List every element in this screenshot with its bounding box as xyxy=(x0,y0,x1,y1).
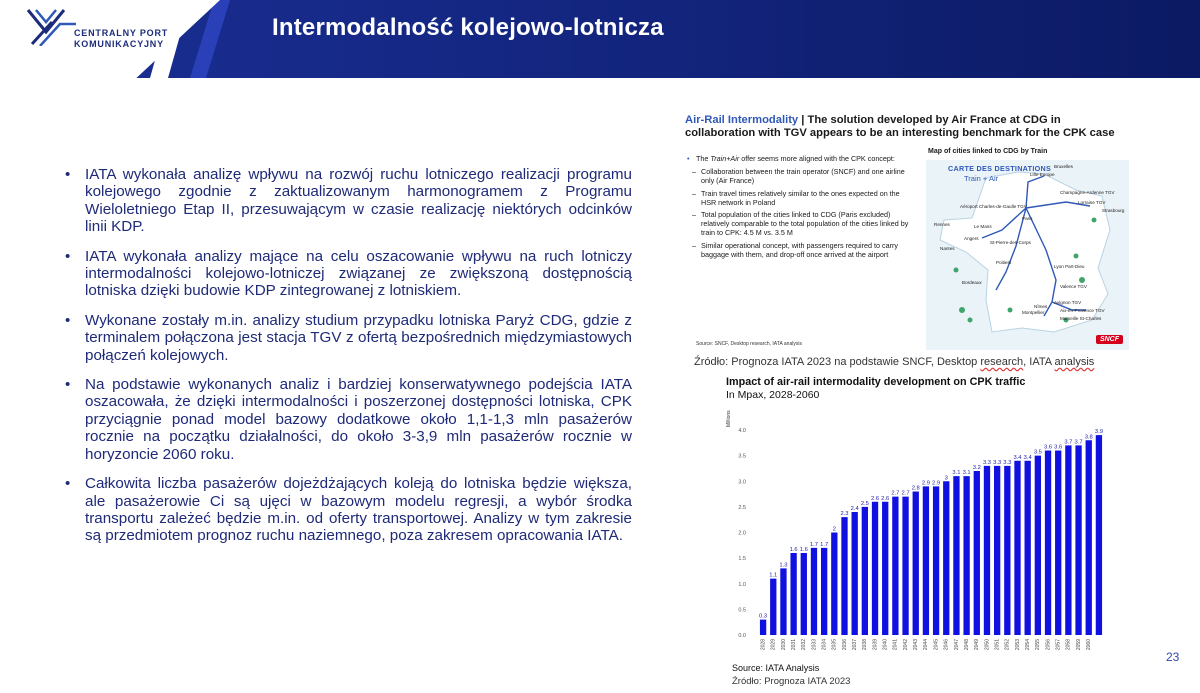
bar-value-label: 3.5 xyxy=(1033,449,1042,456)
y-tick-label: 2.5 xyxy=(738,504,746,511)
bar xyxy=(1096,435,1102,635)
x-tick-label: 2030 xyxy=(780,639,787,651)
x-tick-label: 2038 xyxy=(862,639,869,651)
bullet-dot: • xyxy=(65,376,71,394)
x-tick-label: 2047 xyxy=(953,639,960,651)
chart-subtitle: In Mpax, 2028-2060 xyxy=(726,389,820,401)
bar xyxy=(902,497,908,635)
bar-value-label: 1.3 xyxy=(779,562,788,569)
y-tick-label: 2.0 xyxy=(738,530,746,537)
bar-value-label: 2.6 xyxy=(870,495,880,502)
bullet-text: Na podstawie wykonanych analiz i bardziej konserwatywnego podejścia IATA oszacowała, że dzięki intermodalności i poszerzonej dostępności lotniska, CPK przyciągnie ponad model bazowy dodatkowe około 1,1-1,3 mln pasażerów rocznie na początku działalności, do około 3-3,9 mln pasażerów rocznie w horyzoncie 2060 roku. xyxy=(85,376,632,463)
bar xyxy=(1004,466,1010,635)
benchmark-panel xyxy=(680,108,1130,354)
bar-value-label: 1.6 xyxy=(789,547,798,553)
bar xyxy=(760,620,766,635)
x-tick-label: 2033 xyxy=(811,639,818,651)
bar xyxy=(953,476,959,635)
x-tick-label: 2041 xyxy=(892,639,899,651)
y-axis-label: Millions xyxy=(726,410,732,427)
x-tick-label: 2040 xyxy=(882,639,889,651)
map-caption: Map of cities linked to CDG by Train xyxy=(928,148,1048,155)
city-label: Poitiers xyxy=(996,260,1012,265)
bar xyxy=(801,553,807,635)
bar-value-label: 3.3 xyxy=(982,459,992,466)
logo-wordmark xyxy=(74,28,168,50)
page-title: Intermodalność kolejowo-lotnicza xyxy=(272,14,664,41)
concept-prefix: The xyxy=(696,154,711,163)
dash: – xyxy=(692,167,696,177)
y-tick-label: 3.5 xyxy=(738,453,746,460)
x-tick-label: 2039 xyxy=(872,639,879,651)
bar-value-label: 2.9 xyxy=(921,480,930,487)
x-tick-label: 2058 xyxy=(1065,639,1072,651)
bullet-dot: • xyxy=(65,311,71,329)
city-label: St-Pierre-des-Corps xyxy=(990,240,1031,245)
x-tick-label: 2048 xyxy=(963,639,970,651)
bar xyxy=(831,533,837,636)
y-tick-label: 0.0 xyxy=(738,633,746,639)
bar xyxy=(1075,445,1081,635)
chart-title: Impact of air-rail intermodality development on CPK traffic xyxy=(726,376,1026,388)
x-tick-label: 2028 xyxy=(760,639,767,651)
bar xyxy=(1065,445,1071,635)
x-tick-label: 2029 xyxy=(770,639,777,651)
city-label: Rennes xyxy=(934,222,950,227)
bar-value-label: 2.5 xyxy=(860,500,869,507)
x-tick-label: 2053 xyxy=(1014,639,1021,651)
bar-value-label: 2.9 xyxy=(932,480,941,487)
page-number: 23 xyxy=(1166,650,1180,664)
concept-list xyxy=(685,154,913,262)
y-tick-label: 4.0 xyxy=(738,428,746,434)
bullet-item xyxy=(60,312,632,364)
bar-value-label: 3.7 xyxy=(1064,439,1073,446)
bar xyxy=(780,568,786,635)
concept-lead xyxy=(685,154,913,163)
france-map-shape xyxy=(926,160,1129,350)
bar-value-label: 3.3 xyxy=(1003,459,1012,466)
y-tick-label: 1.0 xyxy=(738,581,746,588)
bar-value-label: 3.3 xyxy=(993,459,1002,466)
bar-value-label: 3.6 xyxy=(1043,444,1053,451)
city-label: Lyon Part-Dieu xyxy=(1054,264,1085,269)
bar xyxy=(963,476,969,635)
chart-source-pl: Źródło: Prognoza IATA 2023 xyxy=(732,676,851,687)
city-label: Champagne-Ardenne TGV xyxy=(1060,190,1115,195)
bar-value-label: 3.1 xyxy=(962,470,971,477)
dash: – xyxy=(692,210,696,220)
city-label: Paris xyxy=(1022,216,1033,221)
bar-value-label: 0.3 xyxy=(759,613,768,620)
bullet-dot: • xyxy=(65,247,71,265)
city-label: Nîmes xyxy=(1034,304,1048,309)
city-label: Strasbourg xyxy=(1102,208,1125,213)
bar-value-label: 3.2 xyxy=(972,465,981,471)
bar-value-label: 3.9 xyxy=(1094,429,1103,436)
bar xyxy=(1086,440,1092,635)
bar-value-label: 2.3 xyxy=(840,511,849,518)
bar-value-label: 2.7 xyxy=(891,490,900,497)
concept-points xyxy=(685,167,913,259)
bar-value-label: 1.1 xyxy=(769,572,778,579)
bullet-list xyxy=(60,166,632,557)
bar xyxy=(923,486,929,635)
city-label: Bruxelles xyxy=(1054,164,1073,169)
traffic-bar-chart xyxy=(722,405,1112,660)
bar xyxy=(811,548,817,635)
city-label: Lorraine TGV xyxy=(1078,200,1106,205)
y-tick-label: 3.0 xyxy=(738,479,746,486)
city-label: Lille-Europe xyxy=(1030,172,1055,177)
source-note-1 xyxy=(694,356,1094,368)
bar xyxy=(821,548,827,635)
city-label: Valence TGV xyxy=(1060,284,1087,289)
chart-source: Source: IATA Analysis xyxy=(732,663,820,673)
bar xyxy=(1014,461,1020,635)
dash: – xyxy=(692,240,696,250)
bar-value-label: 2 xyxy=(832,526,836,533)
bar xyxy=(943,481,949,635)
bar xyxy=(872,502,878,635)
concept-point-text: Similar operational concept, with passengers required to carry baggage with them, and drop-off once arrived at the airport xyxy=(701,240,898,259)
source1-analysis: analysis xyxy=(1054,356,1095,368)
bar xyxy=(790,553,796,635)
city-label: Marseille St-Charles xyxy=(1060,316,1102,321)
concept-point xyxy=(685,189,913,207)
concept-point xyxy=(685,210,913,238)
map-title: CARTE DES DESTINATIONS xyxy=(948,164,1052,173)
x-tick-label: 2054 xyxy=(1025,639,1032,651)
bar xyxy=(984,466,990,635)
city-label: Bordeaux xyxy=(962,280,982,285)
x-tick-label: 2055 xyxy=(1035,639,1042,651)
logo-line-2: KOMUNIKACYJNY xyxy=(74,39,164,49)
x-tick-label: 2042 xyxy=(902,639,909,651)
bullet-text: IATA wykonała analizę wpływu na rozwój ruchu lotniczego realizacji programu kolejowego zgodnie z zaktualizowanym harmonogramem z Programu Wieloletniego Etap II, przesuwającym w czasie realizację niektórych odcinków linii KDP. xyxy=(85,166,632,236)
source1-research: research xyxy=(980,356,1024,368)
source1-prefix: Źródło: Prognoza IATA 2023 na podstawie SNCF, Desktop xyxy=(694,356,981,368)
x-tick-label: 2050 xyxy=(984,639,991,651)
y-tick-label: 0.5 xyxy=(738,607,746,614)
logo-line-1: CENTRALNY PORT xyxy=(74,28,169,38)
city-label: Montpellier xyxy=(1022,310,1045,315)
bar xyxy=(1045,451,1051,636)
concept-point-text: Collaboration between the train operator (SNCF) and one airline only (Air France) xyxy=(701,167,905,186)
bar-value-label: 1.7 xyxy=(809,541,819,548)
bar-value-label: 3.7 xyxy=(1074,439,1083,446)
source1-middle: , IATA xyxy=(1023,356,1055,368)
bar-value-label: 3.4 xyxy=(1023,454,1032,461)
city-label: Nantes xyxy=(940,246,955,251)
x-tick-label: 2031 xyxy=(790,639,797,651)
map-brand: Train + Air xyxy=(964,174,999,183)
x-tick-label: 2052 xyxy=(1004,639,1011,651)
bar-value-label: 3.4 xyxy=(1013,454,1022,461)
concept-point xyxy=(685,241,913,259)
panel-heading-text: | The solution developed by Air France at CDG in collaboration with TGV appears to be an interesting benchmark for the CPK case xyxy=(685,114,1115,139)
bar xyxy=(913,492,919,636)
concept-point-text: Total population of the cities linked to CDG (Paris excluded) relatively comparable to the total population of the cities linked by train to CPK: 4.5 M vs. 3.5 M xyxy=(701,210,909,238)
bar-value-label: 2.6 xyxy=(881,495,890,502)
y-tick-label: 1.5 xyxy=(738,556,746,563)
x-tick-label: 2051 xyxy=(994,639,1001,651)
concept-bullet: • xyxy=(687,154,690,163)
bar-value-label: 2.4 xyxy=(850,506,859,512)
x-tick-label: 2037 xyxy=(852,639,859,651)
bar xyxy=(1055,451,1061,636)
bullet-text: IATA wykonała analizy mające na celu oszacowanie wpływu na ruch lotniczy intermodalności kolejowo-lotniczej związanej ze zwiększoną dostępnością lotniska dzięki budowie KDP zintegrowanej z lotniskiem. xyxy=(85,247,632,300)
bullet-item xyxy=(60,248,632,300)
x-tick-label: 2043 xyxy=(913,639,920,651)
bullet-text: Wykonane zostały m.in. analizy studium przypadku lotniska Paryż CDG, gdzie z terminalem połączona jest stacja TGV z ofertą bezpośrednich międzymiastowych połączeń kolejowych. xyxy=(85,311,632,364)
bullet-text: Całkowita liczba pasażerów dojeżdżających koleją do lotniska będzie większa, ale pasażerowie Ci są ujęci w bazowym modelu regresji, a wybór środka transportu zależeć będzie m.in. od oferty transportowej. Analizy w tym zakresie są przedmiotem prognoz ruchu naziemnego, poza zakresem opracowania IATA. xyxy=(85,475,632,545)
bar-value-label: 3.6 xyxy=(1054,444,1063,451)
x-tick-label: 2034 xyxy=(821,639,828,651)
bar xyxy=(841,517,847,635)
bar-value-label: 3 xyxy=(944,475,948,482)
bar xyxy=(933,486,939,635)
bullet-item xyxy=(60,376,632,463)
x-tick-label: 2056 xyxy=(1045,639,1052,651)
city-label: Aix-en-Provence TGV xyxy=(1060,308,1105,313)
destination-map xyxy=(926,160,1129,350)
bar xyxy=(882,502,888,635)
x-tick-label: 2049 xyxy=(974,639,981,651)
bar xyxy=(1025,461,1031,635)
x-tick-label: 2046 xyxy=(943,639,950,651)
bar xyxy=(770,579,776,635)
bar-value-label: 3.8 xyxy=(1084,434,1093,441)
concept-point-text: Train travel times relatively similar to the ones expected on the HSR network in Poland xyxy=(701,188,900,207)
x-tick-label: 2045 xyxy=(933,639,940,651)
x-tick-label: 2057 xyxy=(1055,639,1062,651)
bar-value-label: 1.7 xyxy=(820,541,829,548)
bar-value-label: 1.6 xyxy=(799,547,808,553)
bar-value-label: 2.8 xyxy=(911,485,920,492)
bar xyxy=(974,471,980,635)
bar xyxy=(852,512,858,635)
x-tick-label: 2036 xyxy=(841,639,848,651)
bar-value-label: 2.7 xyxy=(901,490,910,497)
x-tick-label: 2032 xyxy=(801,639,808,651)
city-label: Le Mans xyxy=(974,224,992,229)
panel-source: Source: SNCF, Desktop research, IATA analysis xyxy=(696,341,802,347)
bar-value-label: 3.1 xyxy=(952,470,961,477)
city-label: Aéroport Charles-de-Gaulle TGV xyxy=(960,204,1027,209)
concept-offer: Train+Air xyxy=(710,154,740,163)
bar xyxy=(994,466,1000,635)
bullet-dot: • xyxy=(65,166,71,183)
bar xyxy=(1035,456,1041,635)
x-tick-label: 2059 xyxy=(1075,639,1082,651)
sncf-logo: SNCF xyxy=(1096,335,1123,344)
city-label: Angers xyxy=(964,236,979,241)
bullet-item xyxy=(60,166,632,236)
bar xyxy=(862,507,868,635)
x-tick-label: 2035 xyxy=(831,639,838,651)
x-tick-label: 2060 xyxy=(1086,639,1093,651)
dash: – xyxy=(692,188,696,198)
panel-heading xyxy=(685,114,1130,140)
city-label: Avignon TGV xyxy=(1054,300,1082,305)
bar xyxy=(892,497,898,635)
concept-point xyxy=(685,167,913,185)
panel-heading-highlight: Air-Rail Intermodality xyxy=(685,114,799,126)
bullet-item xyxy=(60,475,632,545)
x-tick-label: 2044 xyxy=(923,639,930,651)
bullet-dot: • xyxy=(65,475,71,493)
concept-suffix: offer seems more aligned with the CPK concept: xyxy=(739,154,895,163)
